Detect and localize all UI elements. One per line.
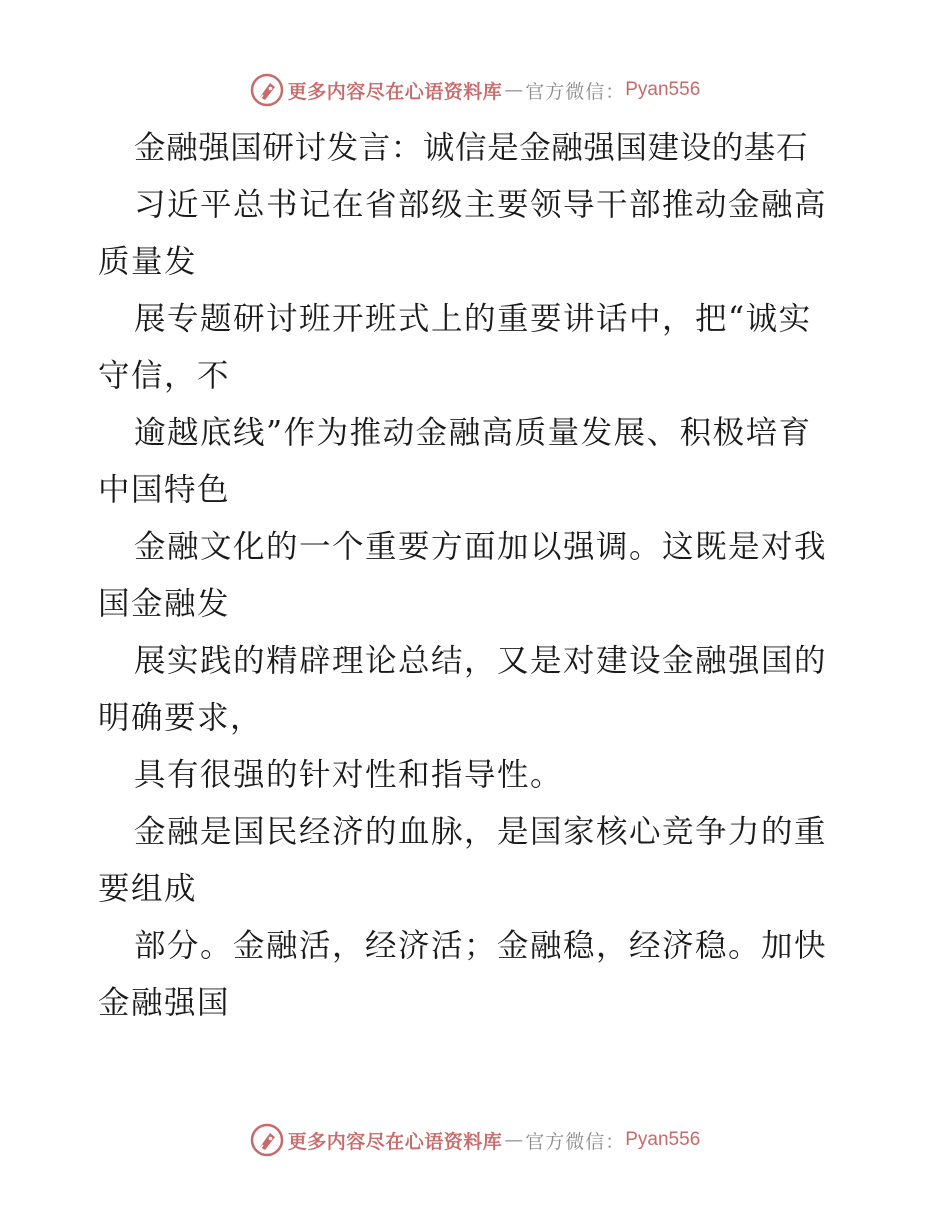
- header-watermark: [0, 70, 950, 110]
- text-line: 国金融发: [98, 586, 231, 622]
- pen-nib-logo-icon: [250, 1123, 284, 1157]
- text-line: 明确要求，: [98, 700, 264, 736]
- watermark-dash: —: [504, 1129, 524, 1151]
- watermark-official-label: 官方微信：: [525, 1130, 626, 1153]
- pen-nib-logo-icon: [250, 73, 284, 107]
- text-line: 部分。金融活，经济活；金融稳，经济稳。加快: [134, 928, 828, 964]
- text-line: 金融文化的一个重要方面加以强调。这既是对我: [134, 529, 828, 565]
- text-line: 守信，不: [98, 358, 231, 394]
- text-line: 具有很强的针对性和指导性。: [134, 757, 564, 793]
- text-line: 质量发: [98, 244, 198, 280]
- watermark-official-label: 官方微信：: [525, 80, 626, 103]
- watermark-brand-text: 更多内容尽在心语资料库: [287, 1130, 503, 1153]
- text-line: 中国特色: [98, 472, 231, 508]
- text-line: 金融是国民经济的血脉，是国家核心竞争力的重: [134, 814, 828, 850]
- watermark-dash: —: [504, 79, 524, 101]
- document-title: 金融强国研讨发言：诚信是金融强国建设的基石: [134, 130, 809, 166]
- watermark-brand-text: 更多内容尽在心语资料库: [287, 80, 503, 103]
- watermark-wechat-id: Pyan556: [625, 1129, 701, 1150]
- document-body: [98, 120, 850, 1032]
- text-line: 展专题研讨班开班式上的重要讲话中，把“诚实: [134, 301, 812, 337]
- text-line: 习近平总书记在省部级主要领导干部推动金融高: [134, 187, 828, 223]
- footer-watermark: [0, 1120, 950, 1160]
- text-line: 要组成: [98, 871, 198, 907]
- text-line: 展实践的精辟理论总结，又是对建设金融强国的: [134, 643, 828, 679]
- text-line: 金融强国: [98, 985, 231, 1021]
- watermark-wechat-id: Pyan556: [625, 79, 701, 100]
- text-line: 逾越底线”作为推动金融高质量发展、积极培育: [134, 415, 812, 451]
